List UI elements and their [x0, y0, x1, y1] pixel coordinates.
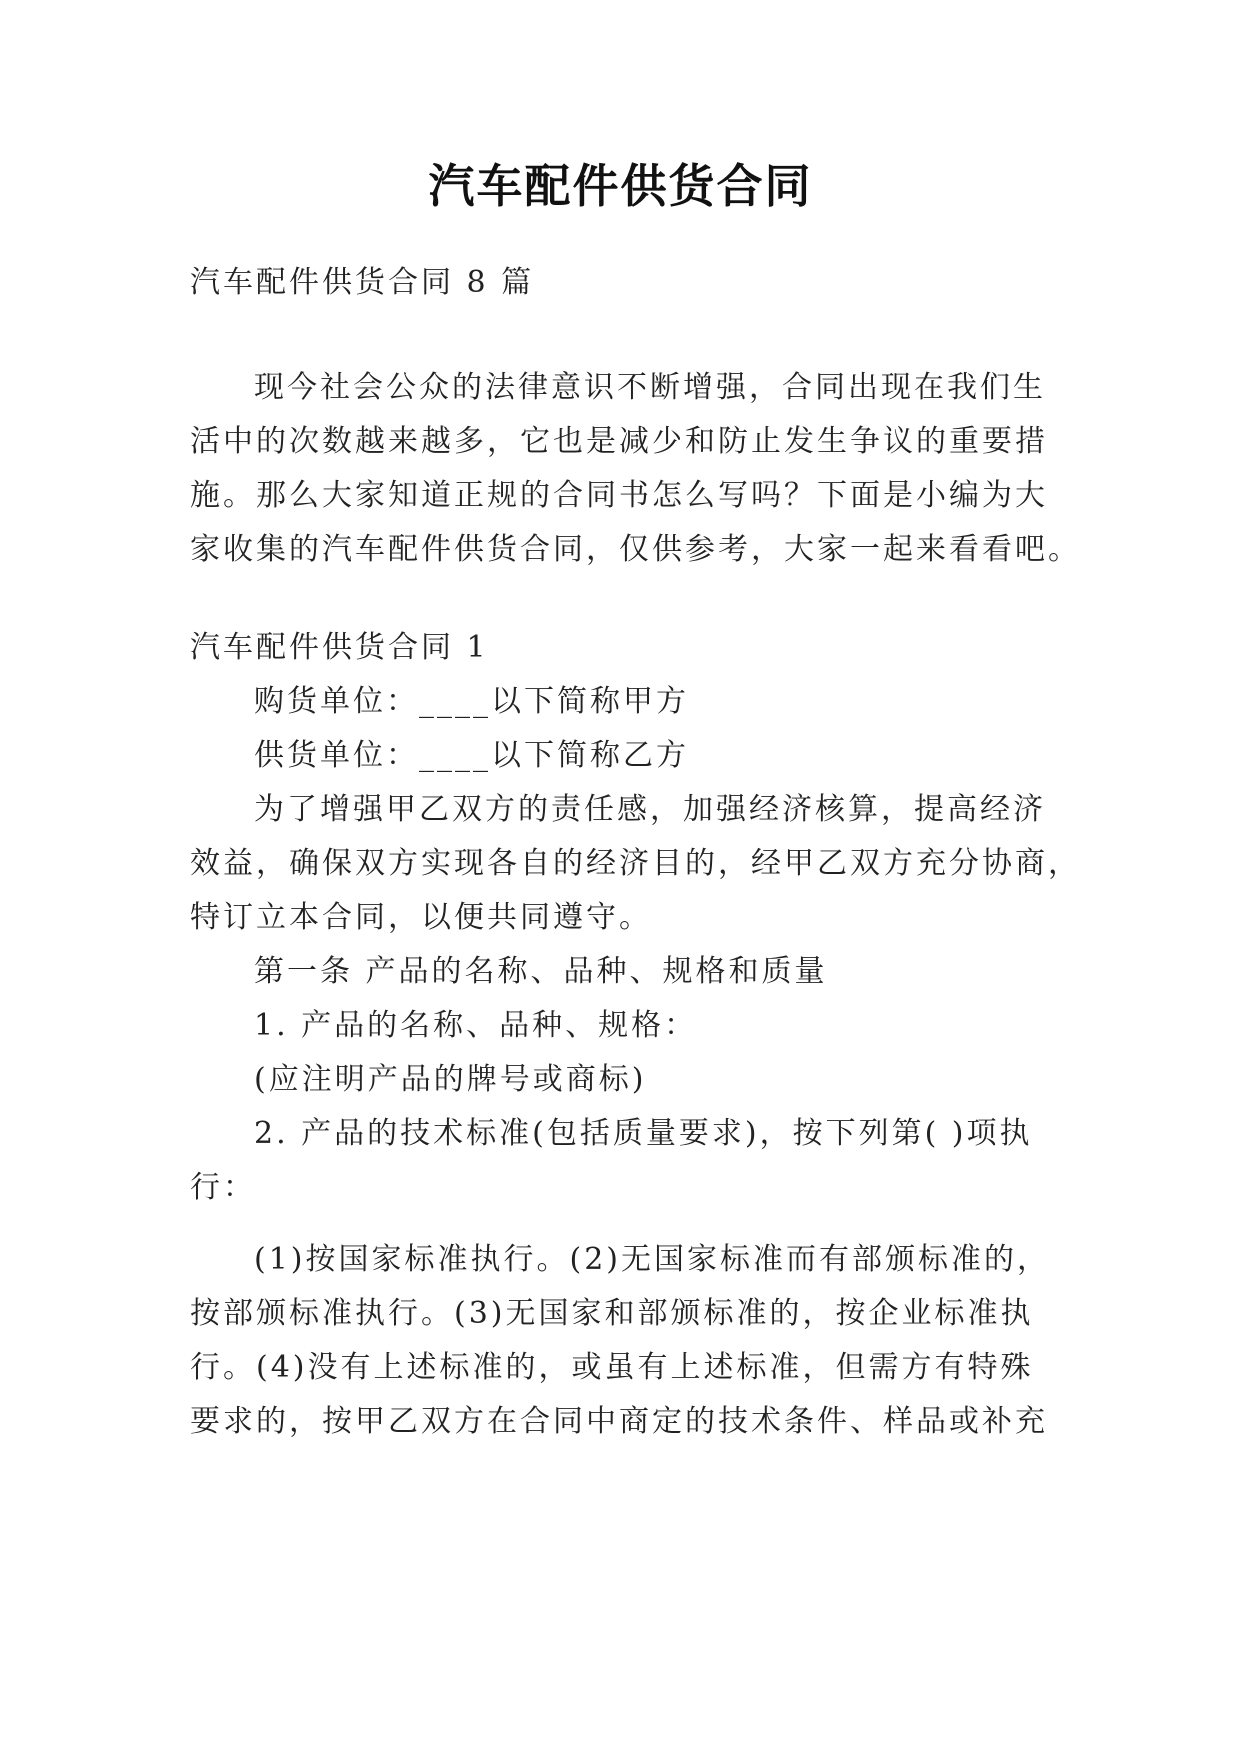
clause-1-line: 1. 产品的名称、品种、规格： [254, 1008, 698, 1043]
section-heading: 汽车配件供货合同 1 [190, 630, 489, 665]
article-1-heading: 第一条 产品的名称、品种、规格和质量 [254, 954, 828, 989]
supplier-line: 供货单位：____以下简称乙方 [254, 738, 689, 773]
standards-line-4: 要求的，按甲乙双方在合同中商定的技术条件、样品或补充 [190, 1404, 1048, 1439]
intro-line-1: 现今社会公众的法律意识不断增强，合同出现在我们生 [254, 370, 1046, 405]
intro-line-3: 施。那么大家知道正规的合同书怎么写吗？下面是小编为大 [190, 478, 1048, 513]
purpose-line-2: 效益，确保双方实现各自的经济目的，经甲乙双方充分协商， [190, 846, 1081, 881]
intro-line-4: 家收集的汽车配件供货合同，仅供参考，大家一起来看看吧。 [190, 532, 1081, 567]
standards-line-1: (1)按国家标准执行。(2)无国家标准而有部颁标准的， [254, 1242, 1050, 1277]
subtitle-line: 汽车配件供货合同 8 篇 [190, 265, 535, 300]
buyer-line: 购货单位：____以下简称甲方 [254, 684, 689, 719]
intro-line-2: 活中的次数越来越多，它也是减少和防止发生争议的重要措 [190, 424, 1048, 459]
purpose-line-1: 为了增强甲乙双方的责任感，加强经济核算，提高经济 [254, 792, 1046, 827]
clause-2-line-2: 行： [190, 1170, 256, 1205]
standards-line-2: 按部颁标准执行。(3)无国家和部颁标准的，按企业标准执 [190, 1296, 1034, 1331]
document-title: 汽车配件供货合同 [428, 159, 813, 213]
purpose-line-3: 特订立本合同，以便共同遵守。 [190, 900, 652, 935]
standards-line-3: 行。(4)没有上述标准的，或虽有上述标准，但需方有特殊 [190, 1350, 1034, 1385]
clause-2-line-1: 2. 产品的技术标准(包括质量要求)，按下列第( )项执 [254, 1116, 1033, 1151]
clause-1-note: (应注明产品的牌号或商标) [254, 1062, 647, 1097]
